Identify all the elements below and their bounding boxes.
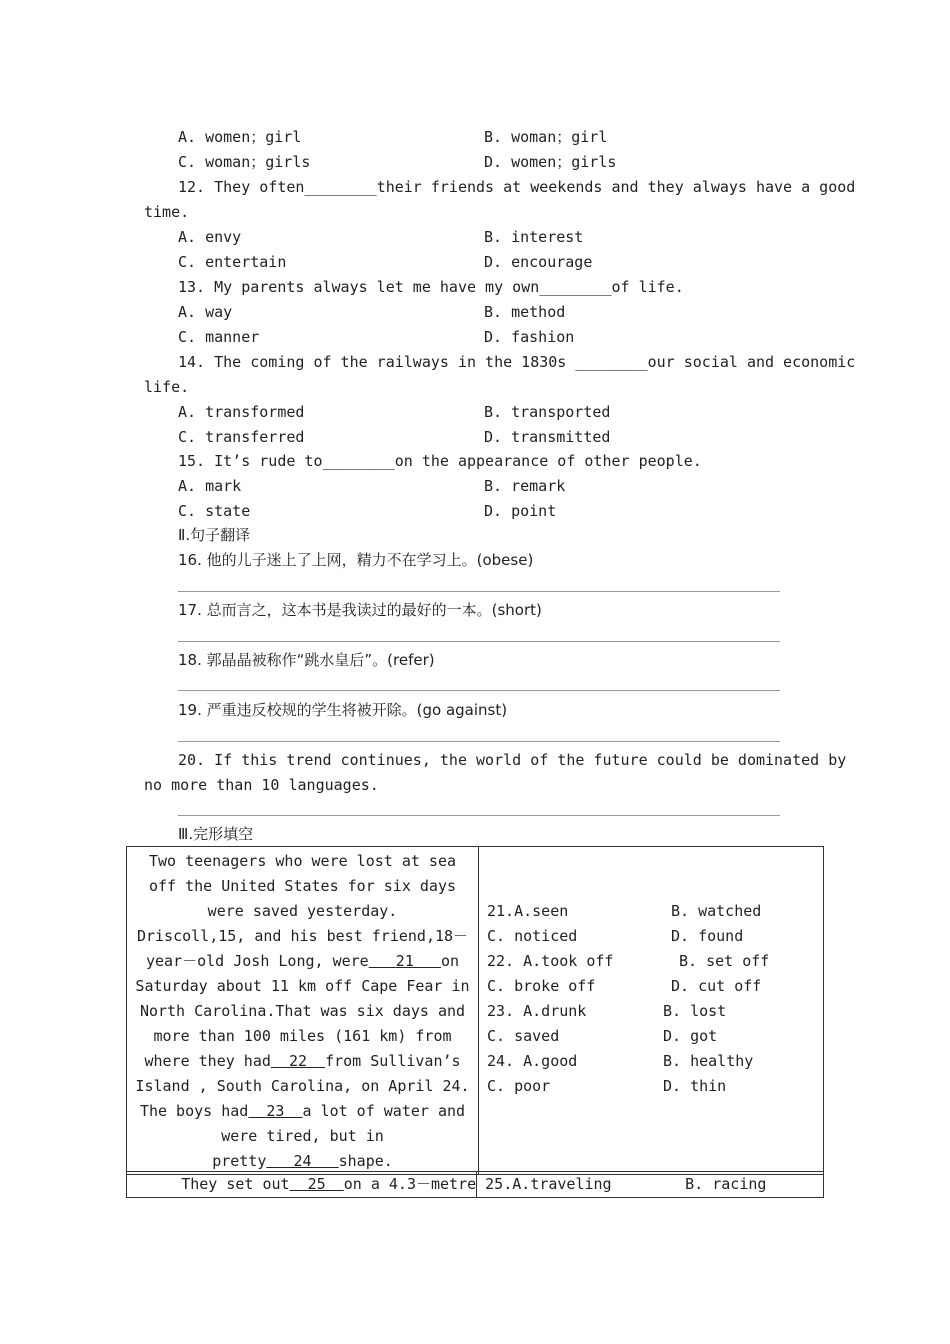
options-cell — [479, 847, 824, 1175]
q12-option-d: D. encourage — [484, 253, 593, 271]
section-heading-translation: Ⅱ.句子翻译 — [178, 526, 251, 544]
option-right: D. found — [671, 927, 744, 945]
q12-option-b: B. interest — [484, 228, 584, 246]
blank-number: 22 — [288, 1052, 308, 1070]
option-left: 25.A.traveling — [485, 1175, 612, 1193]
blank-number: 21 — [395, 952, 414, 970]
q11-option-b: B. woman；girl — [484, 128, 608, 146]
passage-segment: shape. — [338, 1152, 393, 1170]
q20-text-cont: no more than 10 languages. — [144, 776, 379, 794]
translation-item: 18. 郭晶晶被称作“跳水皇后”。(refer) — [178, 651, 435, 669]
blank-number: 25 — [307, 1175, 326, 1193]
option-right: D. thin — [663, 1077, 727, 1095]
translation-item: 17. 总而言之，这本书是我读过的最好的一本。(short) — [178, 601, 542, 619]
blank-number: 24 — [293, 1152, 312, 1170]
option-left: C. broke off — [487, 977, 596, 995]
q14-stem-cont: life. — [144, 378, 190, 396]
q11-option-c: C. woman；girls — [178, 153, 311, 171]
passage-para1: Two teenagers who were lost at sea off the United States for six days were saved yesterday. — [148, 852, 457, 920]
q14-stem: 14. The coming of the railways in the 1830s ________our social and economic — [178, 353, 856, 371]
options-list — [479, 847, 823, 1099]
option-row — [479, 999, 823, 1024]
q15-option-b: B. remark — [484, 477, 566, 495]
option-row — [479, 1024, 823, 1049]
option-row — [479, 899, 823, 924]
cloze-table — [126, 846, 824, 1175]
option-left: C. poor — [487, 1077, 551, 1095]
passage-segment: from Sullivan’s Island , South Carolina, on April 24. The boys had — [135, 1052, 470, 1120]
option-right: B. racing — [685, 1175, 767, 1193]
option-row — [479, 974, 823, 999]
q13-option-b: B. method — [484, 303, 566, 321]
q14-option-d: D. transmitted — [484, 428, 611, 446]
option-right: B. healthy — [663, 1052, 754, 1070]
q13-stem: 13. My parents always let me have my own________of life. — [178, 278, 684, 296]
option-right: B. set off — [679, 952, 770, 970]
q14-option-b: B. transported — [484, 403, 611, 421]
cloze-table-continued — [126, 1171, 824, 1198]
q11-option-a: A. women；girl — [178, 128, 302, 146]
q20-text: 20. If this trend continues, the world of the future could be dominated by — [178, 751, 847, 769]
option-left: 21.A.seen — [487, 902, 569, 920]
q14-option-c: C. transferred — [178, 428, 305, 446]
option-left: C. saved — [487, 1027, 560, 1045]
option-left: 23. A.drunk — [487, 1002, 587, 1020]
option-row — [479, 1049, 823, 1074]
passage-cell — [127, 1172, 477, 1198]
passage-text — [127, 847, 478, 1174]
q15-stem: 15. It’s rude to________on the appearance of other people. — [178, 452, 702, 470]
passage-segment: Driscoll,15, and his best friend,18－year－old Josh Long, were — [136, 927, 469, 970]
blank-number: 23 — [266, 1102, 285, 1120]
q12-option-a: A. envy — [178, 228, 242, 246]
option-right: B. lost — [663, 1002, 727, 1020]
q12-option-c: C. entertain — [178, 253, 287, 271]
option-left: C. noticed — [487, 927, 578, 945]
q14-option-a: A. transformed — [178, 403, 305, 421]
blank-22 — [271, 1052, 325, 1070]
answer-line — [178, 741, 780, 742]
passage-segment: on Saturday about 11 km off Cape Fear in North Carolina.That was six days and more than 100 miles (161 km) from where they had — [135, 952, 470, 1070]
option-row — [479, 924, 823, 949]
answer-line — [178, 690, 780, 691]
answer-line — [178, 641, 780, 642]
q15-option-a: A. mark — [178, 477, 242, 495]
passage-cell — [127, 847, 479, 1175]
option-row — [477, 1172, 823, 1197]
option-right: D. got — [663, 1027, 718, 1045]
q12-stem-cont: time. — [144, 203, 190, 221]
q15-option-d: D. point — [484, 502, 557, 520]
q13-option-a: A. way — [178, 303, 233, 321]
option-left: 24. A.good — [487, 1052, 578, 1070]
q12-stem: 12. They often________their friends at weekends and they always have a good — [178, 178, 856, 196]
option-row — [479, 949, 823, 974]
answer-line — [178, 591, 780, 592]
translation-item: 16. 他的儿子迷上了上网，精力不在学习上。(obese) — [178, 551, 534, 569]
blank-25 — [290, 1175, 344, 1193]
translation-item: 19. 严重违反校规的学生将被开除。(go against) — [178, 701, 508, 719]
passage-segment: on a 4.3－metre — [343, 1175, 477, 1193]
blank-21 — [369, 952, 441, 970]
option-left: 22. A.took off — [487, 952, 614, 970]
q13-option-c: C. manner — [178, 328, 260, 346]
option-right: B. watched — [671, 902, 762, 920]
q13-option-d: D. fashion — [484, 328, 575, 346]
blank-23 — [248, 1102, 302, 1120]
blank-24 — [266, 1152, 338, 1170]
option-right: D. cut off — [671, 977, 762, 995]
section-heading-cloze: Ⅲ.完形填空 — [178, 825, 254, 843]
q11-option-d: D. women；girls — [484, 153, 617, 171]
passage-segment: They set out — [181, 1175, 290, 1193]
passage-segment: a lot of water and were tired, but in pretty — [212, 1102, 466, 1170]
options-cell — [477, 1172, 824, 1198]
answer-line — [178, 815, 780, 816]
q15-option-c: C. state — [178, 502, 251, 520]
option-row — [479, 1074, 823, 1099]
